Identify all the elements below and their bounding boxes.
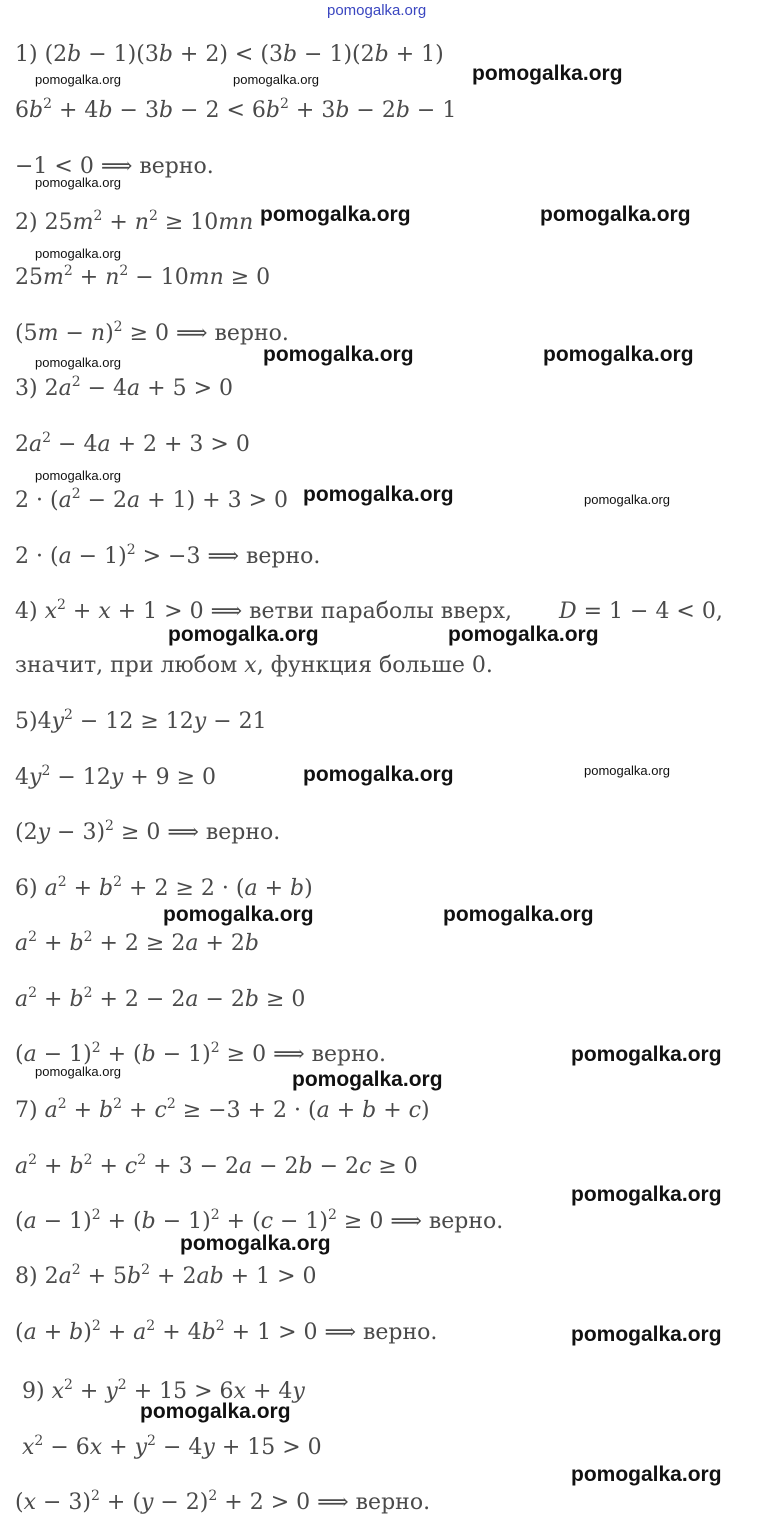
watermark-large: pomogalka.org	[571, 1043, 722, 1066]
solution-line: $5)4y^2 - 12 \ge 12y - 21$	[15, 707, 267, 734]
watermark-large: pomogalka.org	[163, 903, 314, 926]
solution-line: $(5m - n)^2 \ge 0$ ⟹ верно.	[15, 319, 289, 346]
solution-line: $a^2 + b^2 + 2 \ge 2a + 2b$	[15, 929, 259, 956]
watermark-small: pomogalka.org	[584, 492, 670, 507]
solution-line: $(a - 1)^2 + (b - 1)^2 + (c - 1)^2 \ge 0$ ⟹ верно.	[15, 1207, 504, 1234]
solution-line: $2a^2 - 4a + 2 + 3 > 0$	[15, 430, 250, 457]
solution-line: 1) (2b − 1)(3b + 2) < (3b − 1)(2b + 1)	[15, 42, 444, 67]
watermark-large: pomogalka.org	[448, 623, 599, 646]
watermark-top: pomogalka.org	[327, 2, 427, 19]
solution-line: −1 < 0 ⟹ верно.	[15, 154, 214, 179]
watermark-small: pomogalka.org	[233, 72, 319, 87]
watermark-large: pomogalka.org	[543, 343, 694, 366]
solution-line: $(x - 3)^2 + (y - 2)^2 + 2 > 0$ ⟹ верно.	[15, 1488, 431, 1515]
watermark-small: pomogalka.org	[35, 468, 121, 483]
solution-line: 8) $2a^2 + 5b^2 + 2ab + 1 > 0$	[15, 1262, 317, 1289]
solution-line: $(2y - 3)^2 \ge 0$ ⟹ верно.	[15, 818, 281, 845]
watermark-large: pomogalka.org	[303, 763, 454, 786]
watermark-large: pomogalka.org	[443, 903, 594, 926]
watermark-large: pomogalka.org	[292, 1068, 443, 1091]
watermark-large: pomogalka.org	[540, 203, 691, 226]
watermark-small: pomogalka.org	[35, 1064, 121, 1079]
solution-line: 9) $x^2 + y^2 + 15 > 6x + 4y$	[15, 1377, 305, 1404]
solution-line: 2) $25m^2 + n^2 \ge 10mn$	[15, 208, 254, 235]
watermark-large: pomogalka.org	[168, 623, 319, 646]
solution-line: 4) $x^2 + x + 1 > 0$ ⟹ ветви параболы вверх, D = 1 − 4 < 0,	[15, 597, 723, 624]
solution-line: $4y^2 - 12y + 9 \ge 0$	[15, 763, 217, 790]
watermark-large: pomogalka.org	[571, 1463, 722, 1486]
watermark-large: pomogalka.org	[263, 343, 414, 366]
watermark-small: pomogalka.org	[35, 246, 121, 261]
watermark-large: pomogalka.org	[180, 1232, 331, 1255]
watermark-large: pomogalka.org	[260, 203, 411, 226]
watermark-large: pomogalka.org	[472, 62, 623, 85]
solution-line: $6b^2 + 4b - 3b - 2 < 6b^2 + 3b - 2b - 1$	[15, 96, 457, 123]
solution-line: $2 \cdot (a^2 - 2a + 1) + 3 > 0$	[15, 486, 288, 513]
solution-line: $(a - 1)^2 + (b - 1)^2 \ge 0$ ⟹ верно.	[15, 1040, 387, 1067]
watermark-small: pomogalka.org	[35, 72, 121, 87]
solution-line: $x^2 - 6x + y^2 - 4y + 15 > 0$	[22, 1433, 322, 1460]
solution-line: 6) $a^2 + b^2 + 2 \ge 2 \cdot (a + b)$	[15, 874, 313, 901]
watermark-large: pomogalka.org	[140, 1400, 291, 1423]
watermark-small: pomogalka.org	[584, 763, 670, 778]
watermark-large: pomogalka.org	[571, 1323, 722, 1346]
solution-line: 7) $a^2 + b^2 + c^2 \ge -3 + 2 \cdot (a + b + c)$	[15, 1096, 430, 1123]
watermark-small: pomogalka.org	[35, 175, 121, 190]
solution-line: 3) $2a^2 - 4a + 5 > 0$	[15, 374, 234, 401]
solution-line: $25m^2 + n^2 - 10mn \ge 0$	[15, 263, 271, 290]
solution-line: значит, при любом x, функция больше 0.	[15, 653, 493, 678]
solution-line: $a^2 + b^2 + c^2 + 3 - 2a - 2b - 2c \ge 0$	[15, 1152, 418, 1179]
watermark-large: pomogalka.org	[571, 1183, 722, 1206]
watermark-small: pomogalka.org	[35, 355, 121, 370]
solution-line: $2 \cdot (a - 1)^2 > -3$ ⟹ верно.	[15, 542, 321, 569]
watermark-large: pomogalka.org	[303, 483, 454, 506]
solution-line: $(a + b)^2 + a^2 + 4b^2 + 1 > 0$ ⟹ верно.	[15, 1318, 438, 1345]
solution-line: $a^2 + b^2 + 2 - 2a - 2b \ge 0$	[15, 985, 306, 1012]
